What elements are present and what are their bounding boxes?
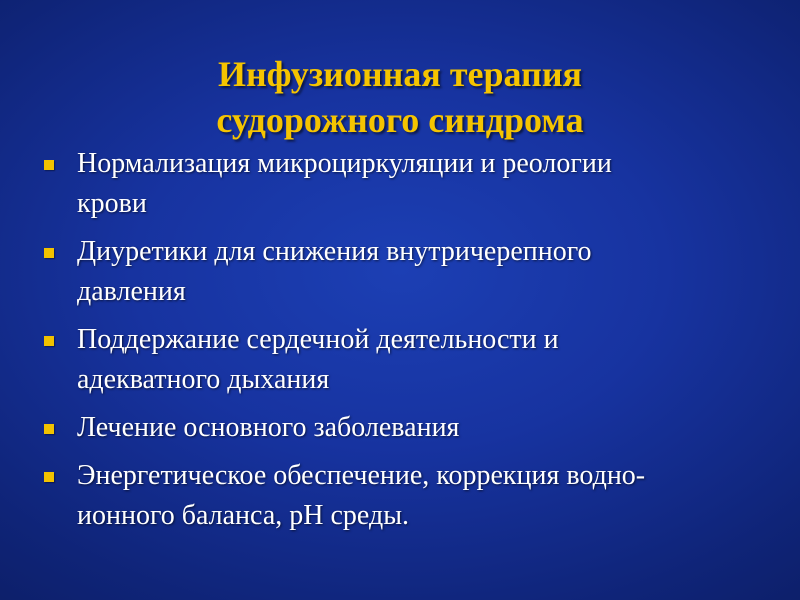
- bullet-text: [77, 232, 784, 312]
- square-bullet-icon: [44, 248, 54, 258]
- bullet-text: [77, 408, 784, 448]
- slide-title-line: судорожного синдрома: [216, 100, 584, 141]
- bullet-text: [77, 144, 784, 224]
- bullet-line: ионного баланса, рН среды.: [77, 500, 410, 531]
- bullet-line: Диуретики для снижения внутричерепного: [77, 236, 592, 267]
- square-bullet-icon: [44, 424, 54, 434]
- bullet-item: [44, 320, 784, 400]
- square-bullet-icon: [44, 336, 54, 346]
- bullet-line: адекватного дыхания: [77, 364, 330, 395]
- bullet-item: [44, 408, 784, 448]
- square-bullet-icon: [44, 160, 54, 170]
- bullet-list: [44, 144, 784, 544]
- bullet-line: Поддержание сердечной деятельности и: [77, 324, 559, 355]
- slide-title: [0, 51, 800, 143]
- bullet-text: [77, 456, 784, 536]
- slide-title-line: Инфузионная терапия: [217, 54, 583, 95]
- bullet-line: Лечение основного заболевания: [77, 412, 460, 443]
- bullet-line: давления: [77, 276, 186, 307]
- bullet-line: Нормализация микроциркуляции и реологии: [77, 148, 612, 179]
- bullet-line: Энергетическое обеспечение, коррекция водно-: [77, 460, 646, 491]
- bullet-item: [44, 144, 784, 224]
- bullet-item: [44, 232, 784, 312]
- bullet-item: [44, 456, 784, 536]
- square-bullet-icon: [44, 472, 54, 482]
- bullet-line: крови: [77, 188, 147, 219]
- bullet-text: [77, 320, 784, 400]
